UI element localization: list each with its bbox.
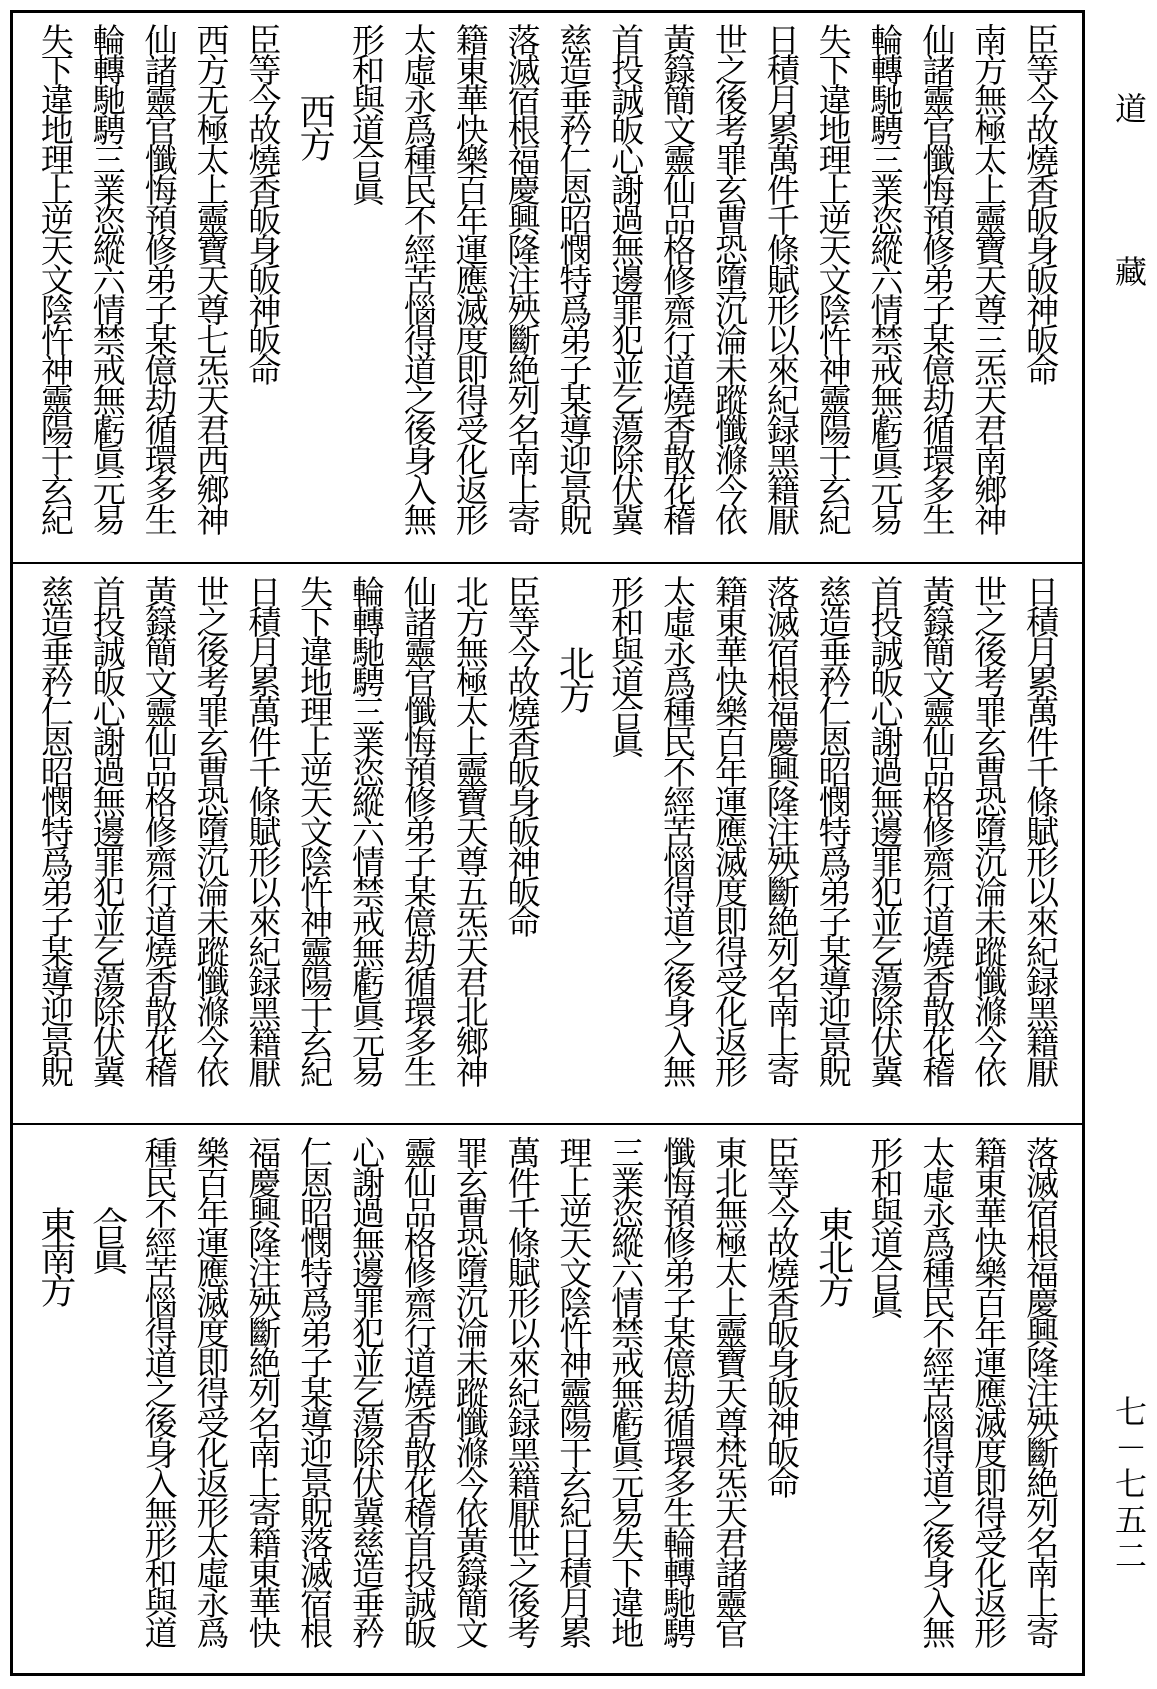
text-column: 世之後考罪玄曹恐墮沉淪未蹤懺滌今依: [709, 23, 749, 533]
text-column: 北方無極太上靈寶天尊五炁天君北鄉神: [450, 575, 490, 1085]
text-column: 日積月累萬件千條賦形以來紀録黑籍厭: [1021, 575, 1061, 1085]
text-column: 世之後考罪玄曹恐墮沉淪未蹤懺滌今依: [191, 575, 231, 1085]
text-column: 仁恩昭憫特爲弟子某導迎景貺落滅宿根: [295, 1136, 335, 1646]
text-column: 黃籙簡文靈仙品格修齋行道燒香散花稽: [139, 575, 179, 1085]
text-band-middle: [13, 565, 1082, 1122]
text-column: 仙諸靈官懺悔預修弟子某億劫循環多生: [139, 23, 179, 533]
text-column: 臣等今故燒香皈身皈神皈命: [761, 1136, 801, 1496]
text-column: 西方: [294, 93, 336, 159]
text-column: 形和與道合眞: [347, 23, 387, 203]
text-column: 失下違地理上逆天文陰忤神靈陽干玄紀: [295, 575, 335, 1085]
text-column: 落滅宿根福慶興隆注殃斷絶列名南上寄: [502, 23, 542, 533]
text-column: 南方無極太上靈寶天尊三炁天君南鄉神: [969, 23, 1009, 533]
text-column: 形和與道合眞: [606, 575, 646, 755]
text-column: 黃籙簡文靈仙品格修齋行道燒香散花稽: [658, 23, 698, 533]
text-column: 合眞: [86, 1206, 128, 1272]
text-column: 臣等今故燒香皈身皈神皈命: [243, 23, 283, 383]
text-column: 福慶興隆注殃斷絶列名南上寄籍東華快: [243, 1136, 283, 1646]
text-column: 黃籙簡文靈仙品格修齋行道燒香散花稽: [917, 575, 957, 1085]
text-column: 首投誠皈心謝過無邊罪犯並乞蕩除伏冀: [606, 23, 646, 533]
text-column: 三業恣縱六情禁戒無虧眞元易失下違地: [606, 1136, 646, 1646]
text-column: 慈造垂矜仁恩昭憫特爲弟子某導迎景貺: [35, 575, 75, 1085]
text-column: 輪轉馳騁三業恣縱六情禁戒無虧眞元易: [865, 23, 905, 533]
text-column: 形和與道合眞: [865, 1136, 905, 1316]
text-column: 仙諸靈官懺悔預修弟子某億劫循環多生: [917, 23, 957, 533]
text-column: 落滅宿根福慶興隆注殃斷絶列名南上寄: [761, 575, 801, 1085]
text-column: 太虛永爲種民不經苦惱得道之後身入無: [398, 23, 438, 533]
text-column: 種民不經苦惱得道之後身入無形和與道: [139, 1136, 179, 1646]
text-column: 西方无極太上靈寶天尊七炁天君西鄉神: [191, 23, 231, 533]
text-column: 日積月累萬件千條賦形以來紀録黑籍厭: [243, 575, 283, 1085]
text-column: 臣等今故燒香皈身皈神皈命: [1021, 23, 1061, 383]
text-column: 理上逆天文陰忤神靈陽干玄紀日積月累: [554, 1136, 594, 1646]
text-band-lower: [13, 1126, 1082, 1673]
text-column: 輪轉馳騁三業恣縱六情禁戒無虧眞元易: [87, 23, 127, 533]
text-column: 罪玄曹恐墮沉淪未蹤懺滌今依黃籙簡文: [450, 1136, 490, 1646]
text-column: 日積月累萬件千條賦形以來紀録黑籍厭: [761, 23, 801, 533]
text-column: 首投誠皈心謝過無邊罪犯並乞蕩除伏冀: [87, 575, 127, 1085]
text-column: 北方: [553, 645, 595, 711]
text-column: 輪轉馳騁三業恣縱六情禁戒無虧眞元易: [347, 575, 387, 1085]
text-column: 首投誠皈心謝過無邊罪犯並乞蕩除伏冀: [865, 575, 905, 1085]
text-band-upper: [13, 13, 1082, 561]
margin-title-top: 道: [1110, 92, 1148, 124]
text-column: 世之後考罪玄曹恐墮沉淪未蹤懺滌今依: [969, 575, 1009, 1085]
text-column: 失下違地理上逆天文陰忤神靈陽干玄紀: [35, 23, 75, 533]
text-column: 籍東華快樂百年運應滅度即得受化返形: [709, 575, 749, 1085]
text-column: 東北無極太上靈寶天尊梵炁天君諸靈官: [709, 1136, 749, 1646]
text-column: 樂百年運應滅度即得受化返形太虛永爲: [191, 1136, 231, 1646]
margin-page-number: 七－七五二: [1110, 1395, 1148, 1575]
band-divider: [13, 562, 1082, 564]
text-column: 仙諸靈官懺悔預修弟子某億劫循環多生: [398, 575, 438, 1085]
text-column: 太虛永爲種民不經苦惱得道之後身入無: [917, 1136, 957, 1646]
text-column: 太虛永爲種民不經苦惱得道之後身入無: [658, 575, 698, 1085]
text-column: 落滅宿根福慶興隆注殃斷絶列名南上寄: [1021, 1136, 1061, 1646]
text-column: 萬件千條賦形以來紀録黑籍厭世之後考: [502, 1136, 542, 1646]
text-column: 失下違地理上逆天文陰忤神靈陽干玄紀: [813, 23, 853, 533]
text-column: 籍東華快樂百年運應滅度即得受化返形: [450, 23, 490, 533]
text-column: 東南方: [34, 1206, 76, 1305]
text-column: 慈造垂矜仁恩昭憫特爲弟子某導迎景貺: [554, 23, 594, 533]
text-column: 慈造垂矜仁恩昭憫特爲弟子某導迎景貺: [813, 575, 853, 1085]
text-column: 懺悔預修弟子某億劫循環多生輪轉馳騁: [658, 1136, 698, 1646]
margin-title-bottom: 藏: [1110, 255, 1148, 287]
page-frame: [10, 10, 1085, 1676]
text-column: 籍東華快樂百年運應滅度即得受化返形: [969, 1136, 1009, 1646]
text-column: 東北方: [812, 1206, 854, 1305]
band-divider: [13, 1123, 1082, 1125]
text-column: 心謝過無邊罪犯並乞蕩除伏冀慈造垂矜: [347, 1136, 387, 1646]
text-column: 靈仙品格修齋行道燒香散花稽首投誠皈: [398, 1136, 438, 1646]
text-column: 臣等今故燒香皈身皈神皈命: [502, 575, 542, 935]
